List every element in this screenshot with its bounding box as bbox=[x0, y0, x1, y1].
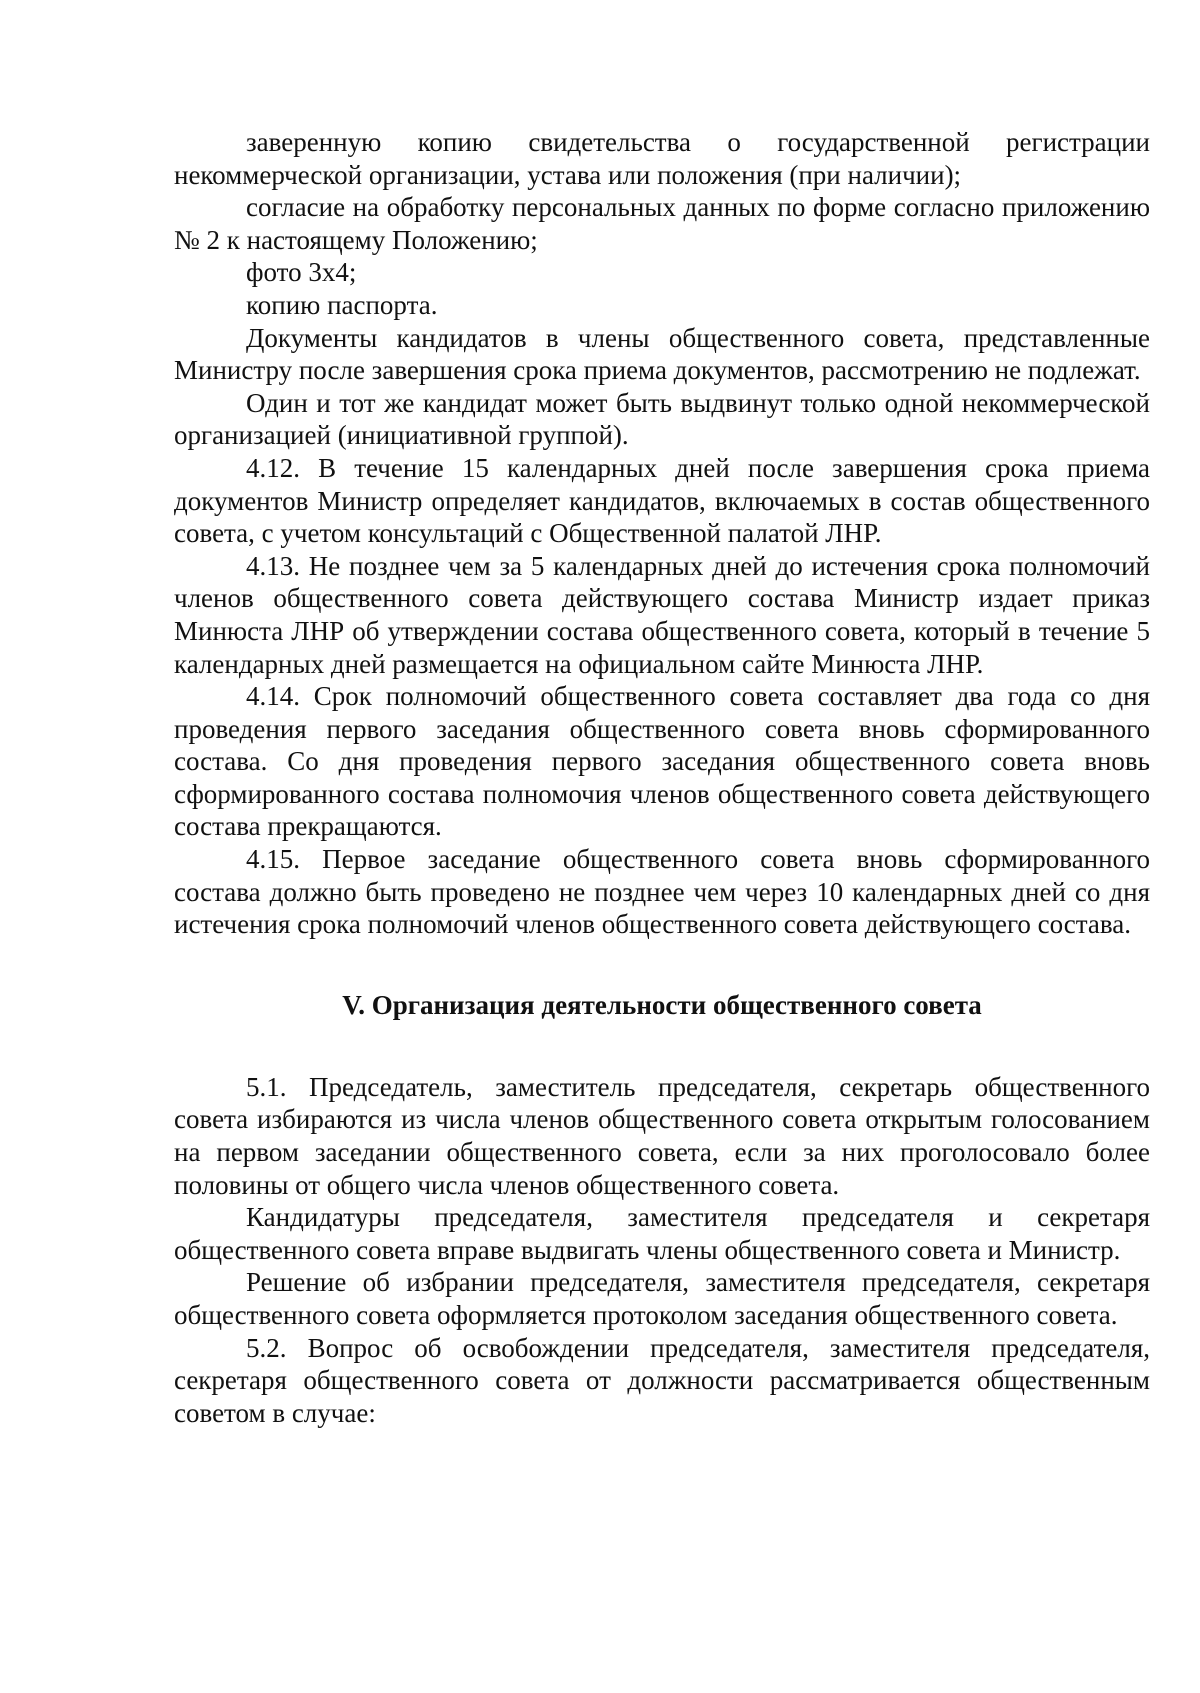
paragraph-personal-data-consent: согласие на обработку персональных данных по форме согласно приложению № 2 к настоящему Положению; bbox=[174, 192, 1150, 255]
section-heading-v: V. Организация деятельности общественного совета bbox=[342, 989, 982, 1020]
paragraph-5-2: 5.2. Вопрос об освобождении председателя, заместителя председателя, секретаря общественного совета от должности рассматривается общественным советом в случае: bbox=[174, 1332, 1150, 1428]
paragraph-single-nomination: Один и тот же кандидат может быть выдвинут только одной некоммерческой организацией (инициативной группой). bbox=[174, 387, 1150, 451]
paragraph-photo: фото 3х4; bbox=[246, 257, 357, 288]
paragraph-election-protocol: Решение об избрании председателя, заместителя председателя, секретаря общественного совета оформляется протоколом заседания общественного совета. bbox=[174, 1267, 1150, 1330]
paragraph-4-15: 4.15. Первое заседание общественного совета вновь сформированного состава должно быть проведено не позднее чем через 10 календарных дней со дня истечения срока полномочий членов общественного совета действующего состава. bbox=[174, 844, 1150, 940]
paragraph-4-13: 4.13. Не позднее чем за 5 календарных дней до истечения срока полномочий членов общественного совета действующего состава Министр издает приказ Минюста ЛНР об утверждении состава общественного совета, который в течение 5 календарных дней размещается на официальном сайте Минюста ЛНР. bbox=[174, 550, 1150, 679]
document-body bbox=[174, 126, 1150, 1429]
paragraph-passport-copy: копию паспорта. bbox=[246, 289, 438, 320]
paragraph-4-12: 4.12. В течение 15 календарных дней после завершения срока приема документов Министр определяет кандидатов, включаемых в состав общественного совета, с учетом консультаций с Общественной палатой ЛНР. bbox=[174, 452, 1150, 549]
paragraph-late-documents: Документы кандидатов в члены общественного совета, представленные Министру после завершения срока приема документов, рассмотрению не подлежат. bbox=[174, 322, 1150, 386]
section-spacer-top bbox=[174, 941, 1150, 989]
paragraph-candidates-nomination: Кандидатуры председателя, заместителя председателя и секретаря общественного совета вправе выдвигать члены общественного совета и Министр. bbox=[174, 1202, 1150, 1265]
paragraph-5-1: 5.1. Председатель, заместитель председателя, секретарь общественного совета избираются из числа членов общественного совета открытым голосованием на первом заседании общественного совета, если за них проголосовало более половины от общего числа членов общественного совета. bbox=[174, 1071, 1150, 1200]
paragraph-certified-copy: заверенную копию свидетельства о государственной регистрации некоммерческой организации, устава или положения (при наличии); bbox=[174, 127, 1150, 190]
section-spacer-bottom bbox=[174, 1021, 1150, 1071]
paragraph-4-14: 4.14. Срок полномочий общественного совета составляет два года со дня проведения первого заседания общественного совета вновь сформированного состава. Со дня проведения первого заседания общественного совета вновь сформированного состава полномочия членов общественного совета действующего состава прекращаются. bbox=[174, 681, 1150, 842]
